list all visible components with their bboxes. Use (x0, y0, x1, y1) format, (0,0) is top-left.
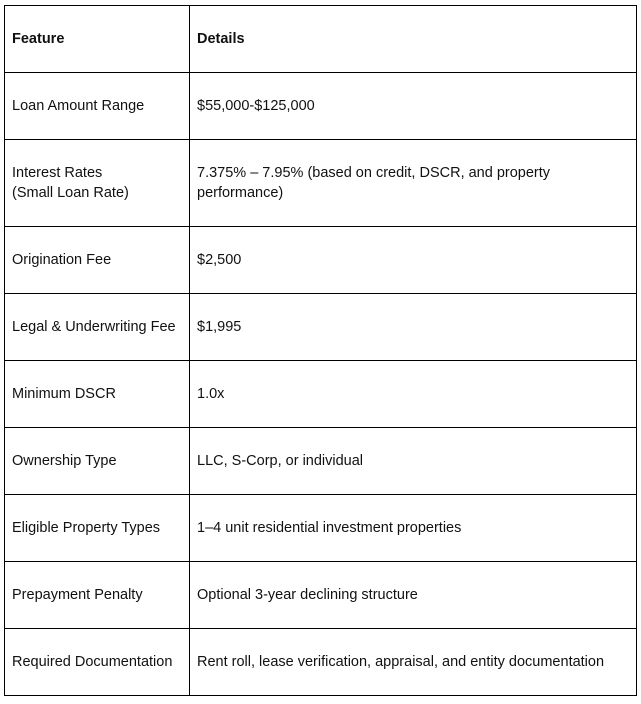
table-row (5, 428, 637, 495)
header-details: Details (190, 6, 637, 73)
feature-cell (5, 428, 190, 495)
details-text: 1.0x (197, 386, 225, 402)
details-text: 7.375% – 7.95% (based on credit, DSCR, and property (197, 165, 551, 181)
details-cell (190, 495, 637, 562)
table-row (5, 361, 637, 428)
details-cell (190, 629, 637, 696)
feature-cell (5, 361, 190, 428)
feature-cell (5, 294, 190, 361)
table-row (5, 73, 637, 140)
feature-text: Ownership Type (12, 453, 117, 469)
feature-text: (Small Loan Rate) (12, 185, 129, 201)
table-row (5, 562, 637, 629)
details-cell (190, 428, 637, 495)
table-row (5, 140, 637, 227)
details-cell (190, 73, 637, 140)
details-text: Rent roll, lease verification, appraisal, and entity documentation (197, 654, 605, 670)
header-feature: Feature (5, 6, 190, 73)
loan-features-table (4, 5, 637, 696)
feature-cell (5, 495, 190, 562)
feature-text: Minimum DSCR (12, 386, 116, 402)
feature-cell (5, 73, 190, 140)
feature-text: Interest Rates (12, 165, 103, 181)
table-row (5, 629, 637, 696)
table-header-row (5, 6, 637, 73)
feature-text: Loan Amount Range (12, 98, 145, 114)
details-cell (190, 227, 637, 294)
details-cell (190, 361, 637, 428)
feature-text: Eligible Property Types (12, 520, 161, 536)
details-text: Optional 3-year declining structure (197, 587, 418, 603)
details-cell (190, 140, 637, 227)
details-text: LLC, S-Corp, or individual (197, 453, 364, 469)
feature-cell (5, 562, 190, 629)
details-cell (190, 294, 637, 361)
feature-cell (5, 227, 190, 294)
feature-text: Legal & Underwriting Fee (12, 319, 176, 335)
details-cell (190, 562, 637, 629)
feature-text: Origination Fee (12, 252, 112, 268)
details-text: $55,000-$125,000 (197, 98, 315, 114)
table-row (5, 495, 637, 562)
details-text: $2,500 (197, 252, 242, 268)
feature-text: Prepayment Penalty (12, 587, 143, 603)
table-row (5, 227, 637, 294)
feature-cell (5, 140, 190, 227)
feature-text: Required Documentation (12, 654, 173, 670)
feature-cell (5, 629, 190, 696)
details-text: performance) (197, 185, 284, 201)
details-text: $1,995 (197, 319, 242, 335)
details-text: 1–4 unit residential investment properties (197, 520, 462, 536)
table-row (5, 294, 637, 361)
